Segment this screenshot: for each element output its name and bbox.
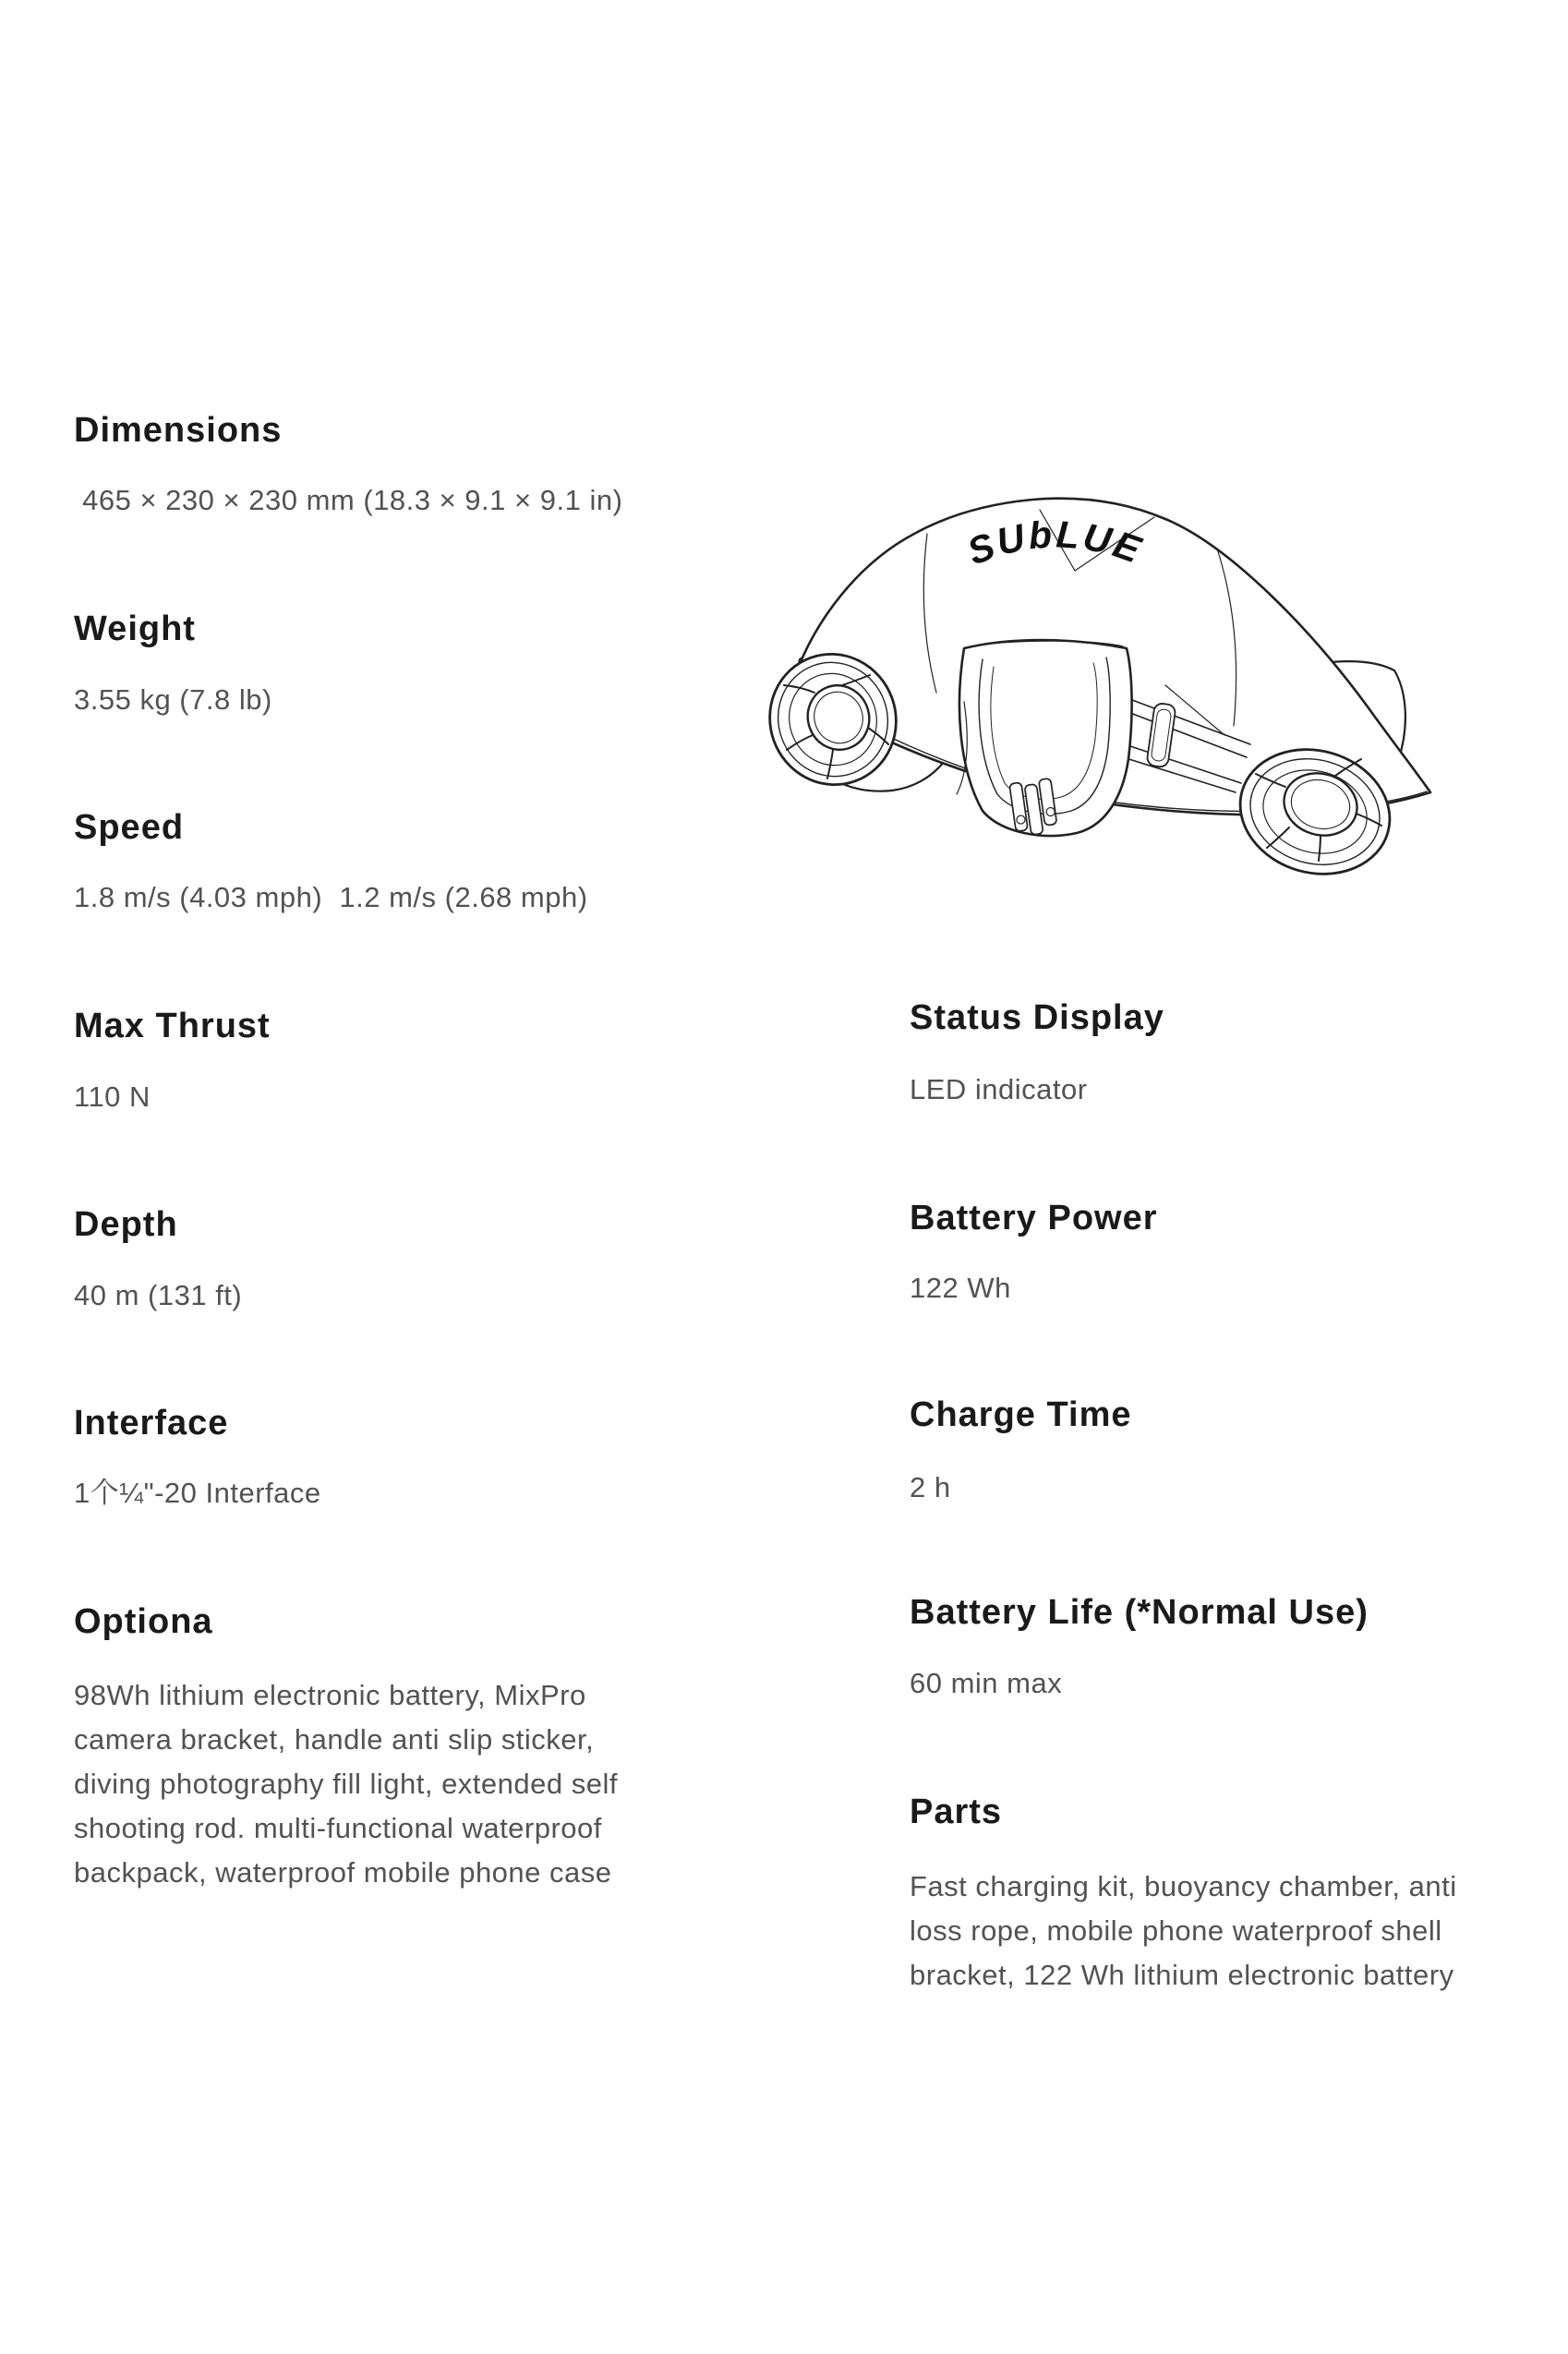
spec-heading: Weight xyxy=(74,610,196,648)
spec-heading: Interface xyxy=(74,1404,229,1443)
spec-value: 465 × 230 × 230 mm (18.3 × 9.1 × 9.1 in) xyxy=(74,484,623,516)
spec-value: 122 Wh xyxy=(910,1272,1011,1304)
paragraph-line: diving photography fill light, extended self xyxy=(74,1768,618,1800)
spec-weight xyxy=(74,610,196,650)
spec-status-display xyxy=(910,998,1164,1039)
spec-heading: Charge Time xyxy=(910,1395,1132,1434)
spec-value: 40 m (131 ft) xyxy=(74,1279,243,1311)
spec-value: 60 min max xyxy=(910,1667,1063,1699)
paragraph-line: bracket, 122 Wh lithium electronic battery xyxy=(910,1959,1454,1991)
spec-depth xyxy=(74,1205,178,1246)
spec-paragraph xyxy=(74,1673,618,1895)
spec-paragraph xyxy=(910,1865,1457,1998)
spec-value: LED indicator xyxy=(910,1073,1088,1105)
spec-interface xyxy=(74,1404,228,1444)
spec-battery-power xyxy=(910,1199,1158,1239)
paragraph-line: Fast charging kit, buoyancy chamber, anti xyxy=(910,1870,1457,1902)
spec-value: 1.8 m/s (4.03 mph) 1.2 m/s (2.68 mph) xyxy=(74,881,588,913)
spec-max-thrust xyxy=(74,1007,271,1047)
spec-value: 2 h xyxy=(910,1471,951,1503)
spec-heading: Battery Power xyxy=(910,1199,1158,1237)
spec-heading: Speed xyxy=(74,808,185,847)
spec-value: 110 N xyxy=(74,1080,151,1113)
spec-speed xyxy=(74,808,184,849)
spec-dimensions xyxy=(74,411,282,452)
spec-parts xyxy=(910,1793,1002,1833)
spec-battery-life xyxy=(910,1593,1369,1634)
spec-value: 3.55 kg (7.8 lb) xyxy=(74,683,272,716)
spec-heading: Optiona xyxy=(74,1602,213,1641)
paragraph-line: 98Wh lithium electronic battery, MixPro xyxy=(74,1679,586,1711)
spec-charge-time xyxy=(910,1395,1131,1436)
paragraph-line: camera bracket, handle anti slip sticker, xyxy=(74,1723,595,1756)
product-illustration xyxy=(766,480,1450,896)
spec-optional xyxy=(74,1602,213,1643)
paragraph-line: shooting rod. multi-functional waterproof xyxy=(74,1812,602,1844)
paragraph-line: backpack, waterproof mobile phone case xyxy=(74,1856,612,1889)
spec-heading: Status Display xyxy=(910,998,1164,1037)
spec-heading: Dimensions xyxy=(74,411,283,450)
paragraph-line: loss rope, mobile phone waterproof shell xyxy=(910,1914,1442,1947)
spec-heading: Parts xyxy=(910,1793,1003,1831)
spec-heading: Depth xyxy=(74,1205,178,1244)
spec-heading: Battery Life (*Normal Use) xyxy=(910,1593,1369,1632)
sublue-logo: SUbLUE xyxy=(961,513,1149,573)
spec-heading: Max Thrust xyxy=(74,1007,271,1045)
spec-value: 1个¼"-20 Interface xyxy=(74,1477,321,1509)
